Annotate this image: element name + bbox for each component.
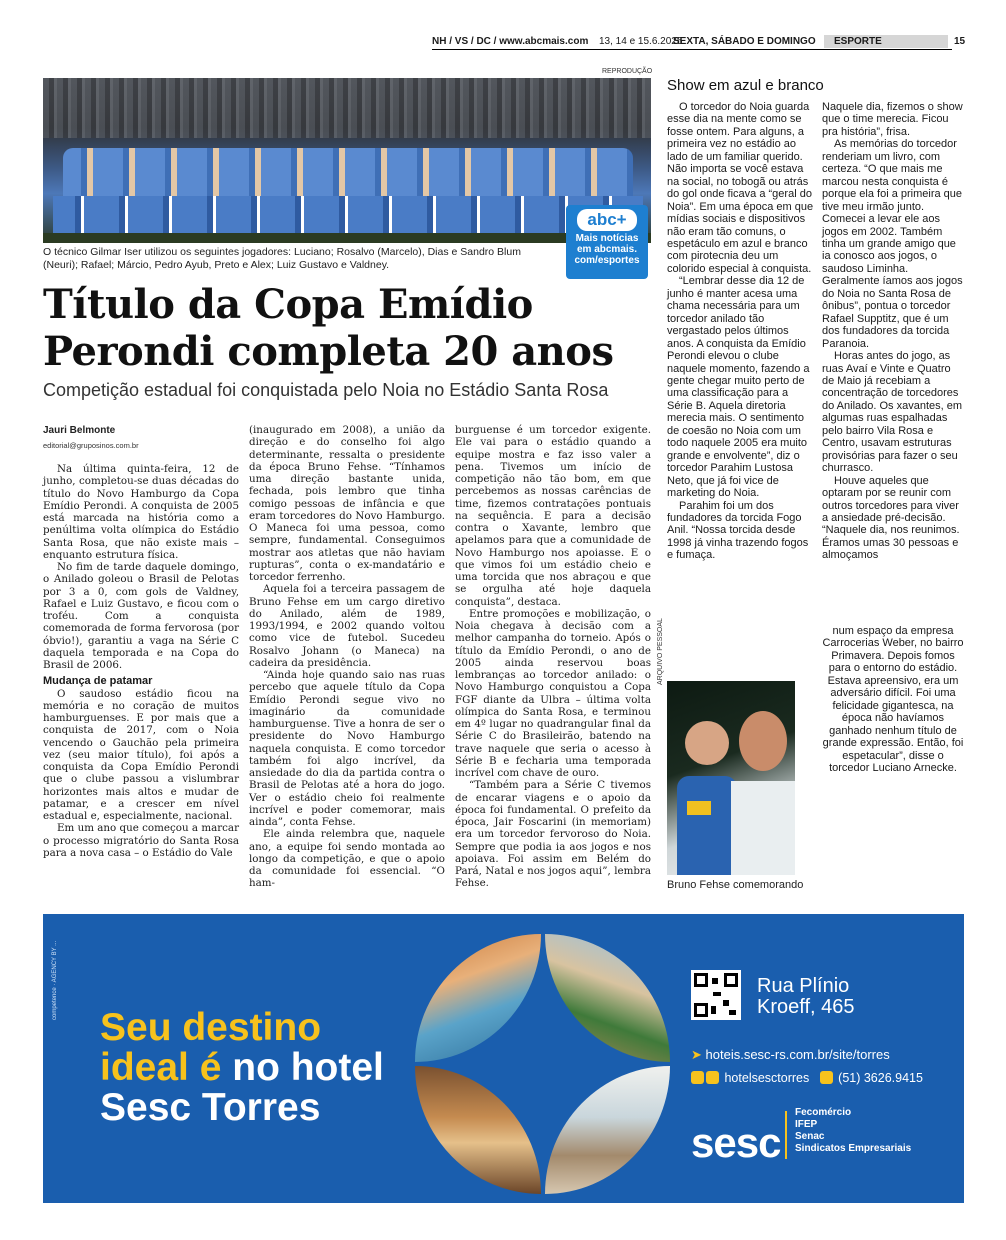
paragraph: Houve aqueles que optaram por se reunir com outros torcedores para viver a ansiedade pré-decisão. “Naquele dia, nos reunimos. Éramos umas 30 pessoas e almoçamos [822, 474, 960, 562]
whatsapp-icon[interactable] [820, 1071, 833, 1084]
article-subheadline: Competição estadual foi conquistada pelo Noia no Estádio Santa Rosa [43, 380, 609, 400]
author-name: Jauri Belmonte [43, 425, 116, 436]
agency-credit: competence · AGENCY BY ... [52, 940, 58, 1020]
paragraph: burguense é um torcedor exigente. Ele vai para o estádio quando a equipe mostra e faz isso valer a pena. Tivemos um início de competição não tão bom, em que percebemos as nossas carências de time, fizemos contratações pontuais na sequência. E para a decisão contra o Xavante, lembro que apelamos para que a comunidade de Novo Hamburgo nos apoiasse. E o que vimos foi um estádio cheio e uma torcida que nos abraçou e que se orgulha até hoje daquela conquista”, destaca. [455, 424, 651, 608]
paragraph: Horas antes do jogo, as ruas Avaí e Vinte e Quatro de Maio já recebiam a concentração de torcedores do Anilado. Os xavantes, em algumas ruas espalhadas pelo bairro Vila Rosa e Centro, usavam estruturas provisórias para fazer o seu churrasco. [822, 350, 963, 475]
paragraph: O torcedor do Noia guarda esse dia na mente como se fosse ontem. Para alguns, a primeira vez no estádio ao lado de um familiar querido. Não importa se você estava na social, no tobogã ou atrás do gol onde ficava a “geral do Noia”. Em uma época em que mídias sociais e dispositivos não eram tão comuns, o espetáculo em azul e branco com pirotecnia deu um colorido especial à conquista. [667, 101, 814, 275]
paragraph: “Lembrar desse dia 12 de junho é manter acesa uma chama necessária para um torcedor anilado tão vergastado pelos últimos anos. A conquista da Emídio Perondi elevou o clube naquele momento, fazendo a gente chegar muito perto de uma classificação para a Série B. Aquela diretoria merecia mais. O sentimento de coesão no Noia com um todo naquele 2005 era muito grande e envolvente”, diz o torcedor Parahim Lustosa Neto, que já foi vice de marketing do Noia. [667, 275, 810, 500]
paragraph: Naquele dia, fizemos o show que o time merecia. Ficou pra história”, frisa. [822, 101, 963, 138]
pool-photo [415, 934, 541, 1062]
paragraph: “Ainda hoje quando saio nas ruas percebo que aquele título da Copa Emídio Perondi segue vivo no imaginário da comunidade hamburguense. Tive a honra de ser o presidente do Novo Hamburgo naquela conquista. E como torcedor também foi algo incrível, da ansiedade do dia da partida contra o Brasil de Pelotas até a hora do jogo. Ver o estádio cheio foi realmente incrível e poder comemorar, mais ainda”, conta Fehse. [249, 669, 445, 828]
paragraph: Aquela foi a terceira passagem de Bruno Fehse em um cargo diretivo do Anilado, além de 1989, 1993/1994, e 2002 quando voltou como vice de futebol. Sucedeu Rosalvo Johann (o Maneca) na cadeira da presidência. [249, 583, 445, 669]
slogan-line-1: Seu destino [100, 1006, 322, 1049]
article-column-2 [249, 424, 445, 890]
facebook-icon[interactable] [691, 1071, 704, 1084]
paragraph: num espaço da empresa Carrocerias Weber, no bairro Primavera. Depois fomos para o entorno do estádio. Estava apreensivo, era um adversário difícil. Foi uma felicidade gigantesca, na época não havíamos ganhado nenhum título de grande expressão. Então, foi espetacular”, disse o torcedor Luciano Arnecke. [822, 625, 964, 774]
ad-slogan [100, 1008, 384, 1128]
slogan-line-2-highlight: ideal é [100, 1046, 222, 1089]
page-header [432, 36, 966, 50]
publication-name: NH / VS / DC / www.abcmais.com [432, 36, 589, 47]
slogan-line-2-rest: no hotel [221, 1046, 384, 1089]
abc-promo-line2: em abcmais. [576, 244, 638, 255]
article-column-3 [455, 424, 651, 890]
article-column-1 [43, 463, 239, 859]
celebration-photo [667, 681, 795, 875]
photo-caption: O técnico Gilmar Iser utilizou os seguintes jogadores: Luciano; Rosalvo (Marcelo), Dias e Sandro Blum (Neuri); Rafael; Márcio, Pedro Ayub, Preto e Alex; Luiz Gustavo e Valdney. [43, 246, 521, 271]
contact-row [691, 1071, 923, 1085]
article-headline [43, 281, 663, 375]
logo-divider [785, 1111, 787, 1159]
abc-logo: abc+ [577, 209, 637, 231]
page-number: 15 [954, 36, 966, 47]
website-link[interactable]: ➤ hoteis.sesc-rs.com.br/site/torres [691, 1047, 890, 1062]
paragraph: No fim de tarde daquele domingo, o Anilado goleou o Brasil de Pelotas por 3 a 0, com gols de Valdney, Rafael e Luiz Gustavo, e ficou com o troféu. Com a conquista comemorada de forma fervorosa (por óbvio!), garantiu a vaga na Série C daquela temporada e na Copa do Brasil de 2006. [43, 561, 239, 671]
sidebar-column-2 [822, 101, 964, 562]
section-label: ESPORTE [824, 35, 948, 48]
pointer-icon: ➤ [691, 1047, 706, 1062]
paragraph: (inaugurado em 2008), a união da direção e do conselho foi algo determinante, ressalta o presidente da época Bruno Fehse. “Tínhamos uma direção bastante unida, fechada, pois lembro que tinha comigo pessoas de infância e que eram torcedores do Novo Hamburgo. O Maneca foi uma pessoa, como sempre, fundamental. Conseguimos mostrar aos atletas que não haviam rupturas”, conta o ex-mandatário e torcedor ferrenho. [249, 424, 445, 583]
paragraph: Entre promoções e mobilização, o Noia chegava à decisão com a melhor campanha do torneio. Após o título da Emídio Perondi, o ano de 2005 ainda reservou boas lembranças ao torcedor anilado: o Novo Hamburgo conquistou a Copa FGF diante da Ulbra – última volta olímpica do Santa Rosa, e terminou em 4º lugar no quadrangular final da Série C do Brasileirão, batendo na trave naquele que seria o acesso à Série B e fecharia uma temporada incrível com chave de ouro. [455, 607, 651, 779]
sidebar-column-2-continued [822, 625, 964, 774]
partner-item: IFEP [795, 1119, 818, 1130]
edition-dates: 13, 14 e 15.6.2025 [599, 36, 683, 47]
sesc-logo: sesc [691, 1119, 781, 1166]
paragraph: Em um ano que começou a marcar o processo migratório do Santa Rosa para a nova casa – o Estádio do Vale [43, 822, 239, 859]
slogan-line-3: Sesc Torres [100, 1086, 321, 1129]
partner-list [795, 1107, 911, 1155]
paragraph: As memórias do torcedor renderiam um livro, com certeza. “O que mais me marcou nesta conquista é porque ela foi a primeira que tive meu irmão junto. Comecei a levar ele aos jogos em 2002. Também tinha um grande amigo que ia conosco aos jogos, o saudoso Liminha. Geralmente íamos aos jogos do Noia no Santa Rosa de ônibus”, pontua o torcedor Rafael Supptitz, que é um dos fundadores da torcida Paranoia. [822, 138, 963, 350]
phone-number[interactable]: (51) 3626.9415 [838, 1071, 923, 1085]
social-handle[interactable]: hotelsesctorres [724, 1071, 810, 1085]
photo-caption-2: Bruno Fehse comemorando [667, 879, 804, 891]
qr-code[interactable] [691, 970, 741, 1020]
photo-credit-2: ARQUIVO PESSOAL [657, 618, 664, 685]
edition-days: SEXTA, SÁBADO E DOMINGO [673, 36, 816, 47]
hotel-facade-photo [545, 934, 670, 1062]
paragraph: “Também para a Série C tivemos de encarar viagens e o apoio da época foi fundamental. O prefeito da época, Jair Foscarini (in memoriam) era um torcedor fervoroso do Noia. Sempre que podia ia aos jogos e nos apoiava. Foi assim em Belém do Pará, Natal e nos jogos aqui”, lembra Fehse. [455, 779, 651, 890]
team-photo [43, 78, 651, 243]
header-rule [432, 49, 952, 50]
paragraph: Ele ainda relembra que, naquele ano, a equipe foi sendo montada ao longo da competição, e que o apoio da comunidade foi essencial. “O ham- [249, 828, 445, 890]
headline-line-1: Título da Copa Emídio [43, 281, 533, 328]
partner-item: Fecomércio [795, 1107, 852, 1118]
sidebar-column-1 [667, 101, 815, 562]
abc-promo-box[interactable] [566, 205, 648, 279]
buffet-photo [415, 1066, 541, 1194]
paragraph: O saudoso estádio ficou na memória e no coração de muitos hamburguenses. E por mais que a conquista de 2017, com o Noia vencendo o Gauchão pela primeira vez (seu maior título), foi após a conquista da Copa Emídio Perondi que o clube passou a vislumbrar horizontes mais altos e mudar de patamar, e a crescer em nível estadual e, especialmente, nacional. [43, 687, 239, 822]
partner-item: Senac [795, 1131, 825, 1142]
paragraph: Parahim foi um dos fundadores da torcida Fogo Anil. “Nossa torcida desde 1998 já vinha trazendo fogos e fumaça. [667, 499, 809, 562]
address-line-2: Kroeff, 465 [757, 996, 855, 1018]
room-photo [545, 1066, 670, 1194]
headline-line-2: Perondi completa 20 anos [43, 328, 614, 375]
paragraph: Na última quinta-feira, 12 de junho, completou-se duas décadas do título do Novo Hamburgo da Copa Emídio Perondi. A conquista de 2005 está marcada na história como a penúltima volta olímpica do Estádio Santa Rosa, que não existe mais – enquanto estrutura física. [43, 463, 239, 561]
abc-promo-line3: com/esportes [574, 255, 640, 266]
subtitle: Mudança de patamar [43, 675, 153, 688]
photo-credit: REPRODUÇÃO [602, 68, 653, 75]
author-email[interactable]: editorial@gruposinos.com.br [43, 441, 139, 450]
abc-promo-line1: Mais notícias [575, 233, 639, 244]
hotel-address [757, 976, 854, 1018]
sidebar-title: Show em azul e branco [667, 77, 824, 94]
hotel-advertisement[interactable] [43, 914, 964, 1203]
instagram-icon[interactable] [706, 1071, 719, 1084]
hotel-photo-collage [415, 934, 670, 1194]
address-line-1: Rua Plínio [757, 975, 850, 997]
partner-item: Sindicatos Empresariais [795, 1143, 912, 1154]
